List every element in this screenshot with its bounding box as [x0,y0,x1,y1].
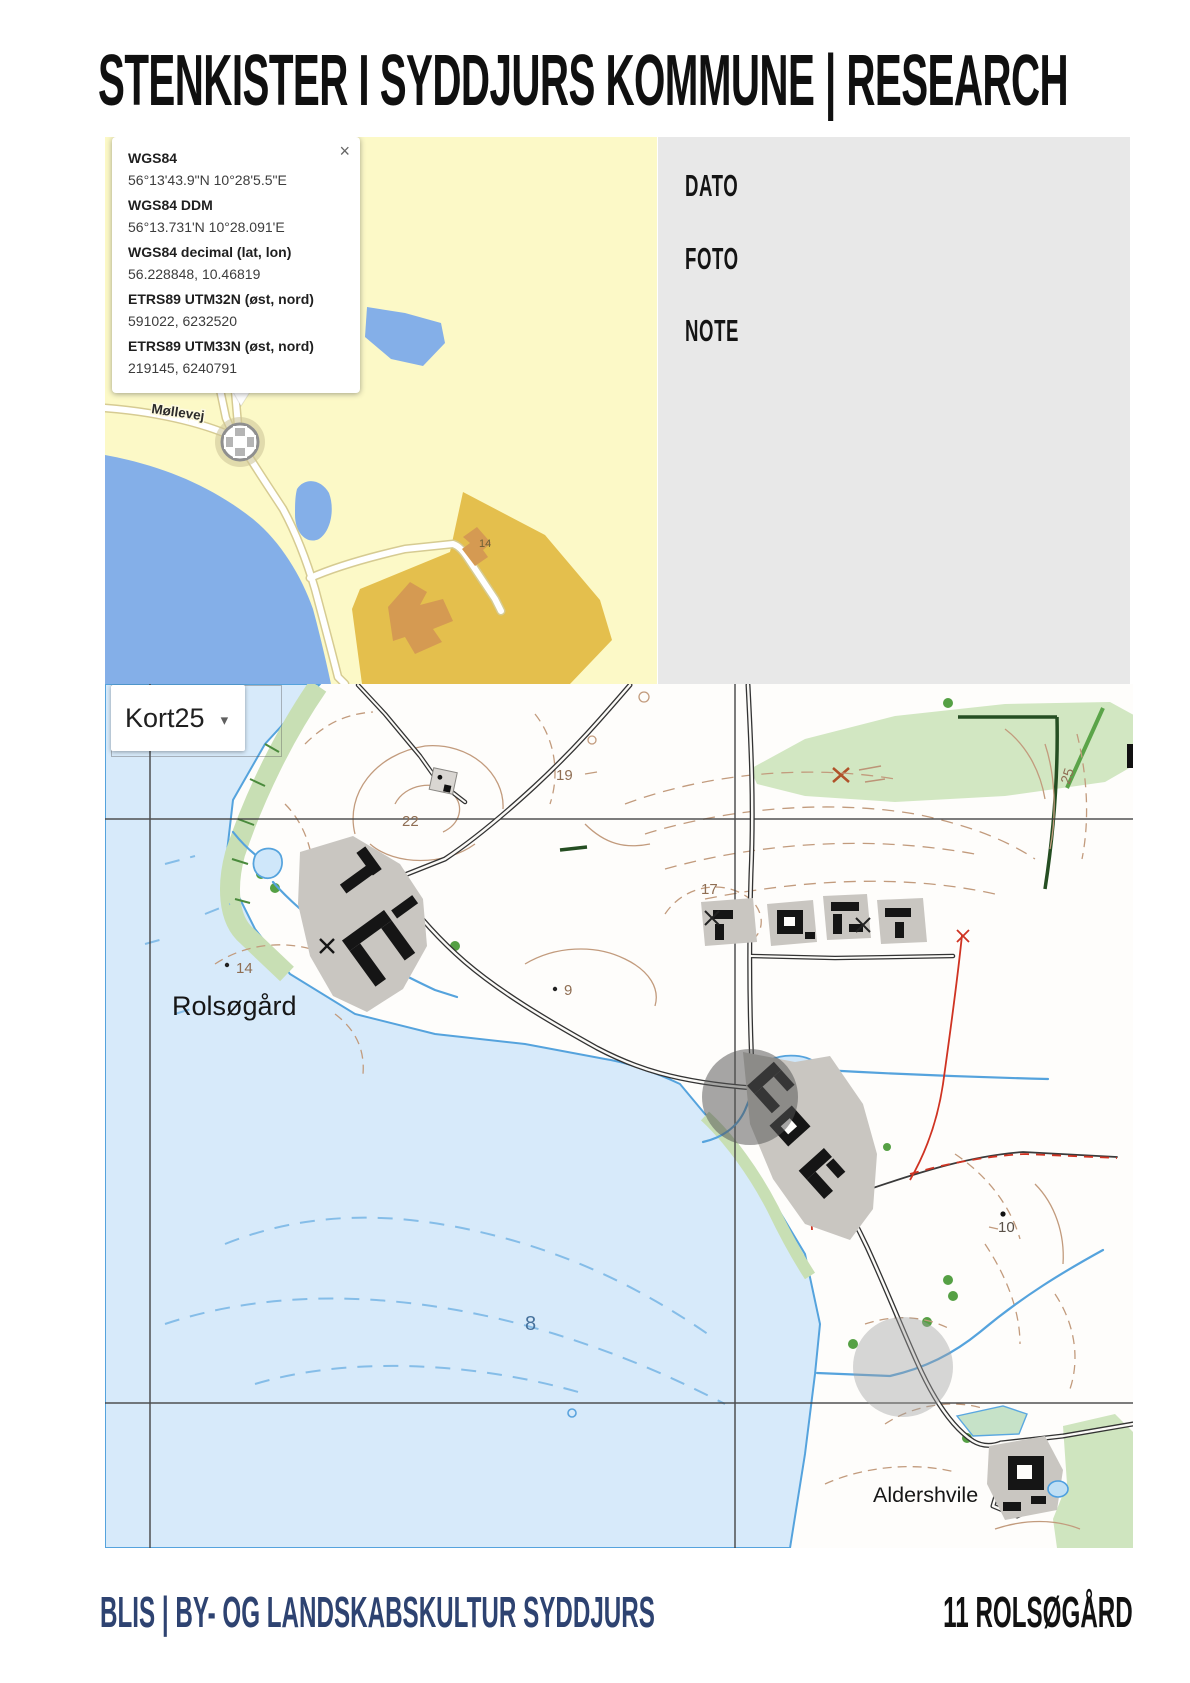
stenkiste-marker-south[interactable] [853,1317,953,1417]
coord-value: 56°13.731'N 10°28.091'E [128,219,285,235]
field-note [685,315,775,346]
coord-value: 56°13'43.9"N 10°28'5.5"E [128,172,287,188]
lake [365,307,445,366]
field-foto-label: FOTO [685,241,739,276]
contour-label-17: 17 [701,881,718,898]
page-title [98,41,1190,121]
field-dato-label: DATO [685,168,739,203]
coord-row [128,242,346,285]
layer-selector-label: Kort25 [125,702,205,733]
contour-label-9: 9 [564,982,573,999]
coordinates-popup [112,137,360,393]
chevron-down-icon: ▾ [220,711,229,729]
coord-row [128,289,346,332]
field-foto [685,243,775,274]
field-parcel [352,492,612,684]
contour-label-22: 22 [402,813,419,830]
contour-label-25: 25 [1056,766,1077,786]
pond [295,481,332,540]
location-marker-icon[interactable] [215,417,265,467]
coord-value: 591022, 6232520 [128,313,237,329]
metadata-panel [658,137,1130,684]
coord-format-label: WGS84 [128,150,178,166]
contour-label-19: 19 [556,767,573,784]
coord-format-label: ETRS89 UTM33N (øst, nord) [128,338,314,354]
coord-row [128,336,346,379]
topo-map-canvas [105,684,1133,1548]
coord-format-label: ETRS89 UTM32N (øst, nord) [128,291,314,307]
footer-page-label [788,1588,1133,1637]
contour-label-14: 14 [236,960,253,977]
layer-selector[interactable] [111,685,245,751]
coord-value: 56.228848, 10.46819 [128,266,261,282]
coord-row [128,195,346,238]
coord-format-label: WGS84 DDM [128,197,213,213]
stenkiste-marker-north[interactable] [702,1049,798,1145]
field-dato [685,170,774,201]
place-label-aldershvile: Aldershvile [873,1483,979,1507]
topo-map[interactable] [105,684,1133,1548]
coord-value: 219145, 6240791 [128,360,237,376]
field-note-label: NOTE [685,313,740,348]
meadow [750,702,1133,802]
street-map[interactable] [105,137,657,684]
edge-fragment [1127,744,1133,768]
place-label-rolsogard: Rolsøgård [172,991,297,1021]
depth-label: 8 [525,1313,537,1335]
footer-page-label-text: 11 ROLSØGÅRD [943,1588,1133,1637]
contour-label-10: 10 [998,1219,1015,1236]
parcel-number-label: 14 [479,538,492,550]
close-icon[interactable]: × [339,141,350,161]
coord-format-label: WGS84 decimal (lat, lon) [128,244,292,260]
coord-row [128,148,346,191]
road-name-label: Møllevej [150,401,206,424]
page-title-text: STENKISTER I SYDDJURS KOMMUNE | RESEARCH [98,41,1069,121]
footer-organisation-text: BLIS | BY- OG LANDSKABSKULTUR SYDDJURS [100,1588,655,1637]
